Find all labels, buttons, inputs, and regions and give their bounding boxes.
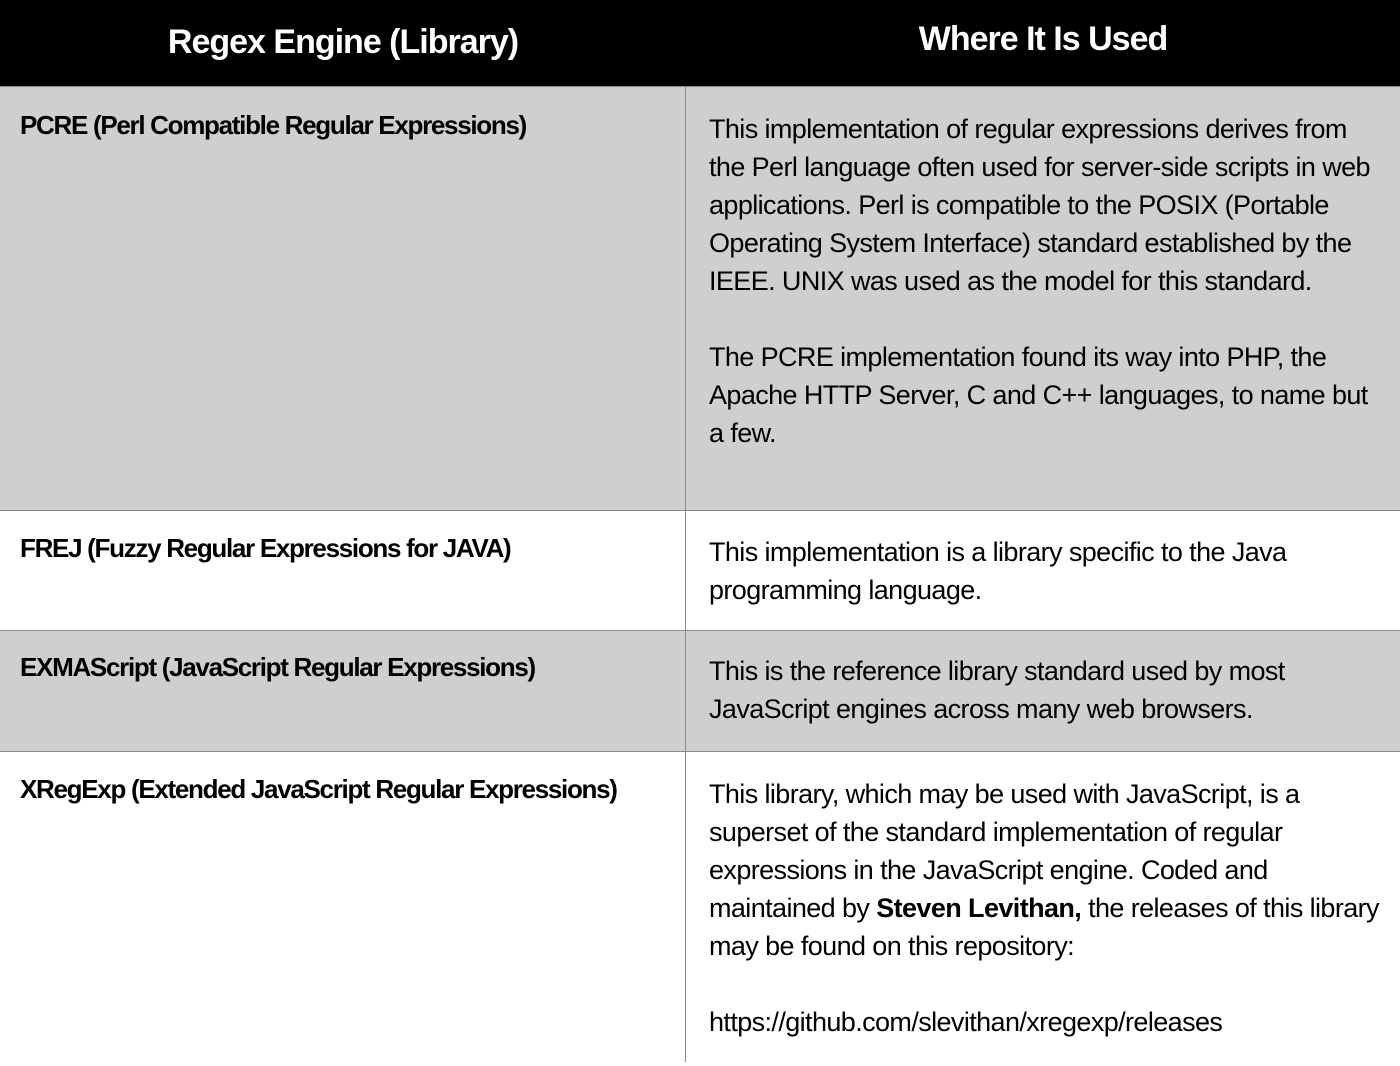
table-row: [0, 630, 1400, 752]
repository-url[interactable]: https://github.com/slevithan/xregexp/releases: [709, 1007, 1223, 1037]
engine-name: PCRE (Perl Compatible Regular Expressions): [20, 110, 526, 140]
usage-text: the releases of this library may be found on this repository:: [709, 893, 1379, 961]
table-row: [0, 751, 1400, 1062]
engine-name: XRegExp (Extended JavaScript Regular Expressions): [20, 774, 617, 804]
usage-paragraph: The PCRE implementation found its way into PHP, the Apache HTTP Server, C and C++ languages, to name but a few.: [709, 342, 1368, 448]
header-usage-column: [686, 0, 1400, 86]
usage-description: [709, 533, 1389, 609]
header-engine-column: [0, 0, 686, 86]
column-divider: [685, 631, 686, 752]
usage-description: [709, 652, 1389, 728]
engine-name: FREJ (Fuzzy Regular Expressions for JAVA): [20, 533, 511, 563]
usage-description: [709, 775, 1389, 1041]
column-divider: [685, 752, 686, 1062]
header-engine-label: Regex Engine (Library): [167, 22, 519, 61]
engine-name: EXMAScript (JavaScript Regular Expressions): [20, 652, 535, 682]
column-divider: [685, 87, 686, 511]
table-header: [0, 0, 1400, 86]
usage-description: [709, 110, 1389, 452]
usage-paragraph: This implementation of regular expressions derives from the Perl language often used for server-side scripts in web applications. Perl is compatible to the POSIX (Portable Operating System Interface) standard established by the IEEE. UNIX was used as the model for this standard.: [709, 114, 1370, 296]
column-divider: [685, 511, 686, 631]
table-row: [0, 510, 1400, 631]
header-usage-label: Where It Is Used: [918, 19, 1168, 58]
usage-paragraph: This implementation is a library specific to the Java programming language.: [709, 537, 1287, 605]
author-name: Steven Levithan,: [876, 893, 1082, 923]
usage-paragraph: [709, 775, 1389, 965]
usage-paragraph: This is the reference library standard used by most JavaScript engines across many web browsers.: [709, 656, 1285, 724]
table-row: [0, 86, 1400, 511]
usage-text: This library, which may be used with JavaScript, is a superset of the standard implementation of regular expressions in the JavaScript engine. Coded and maintained by: [709, 779, 1300, 923]
